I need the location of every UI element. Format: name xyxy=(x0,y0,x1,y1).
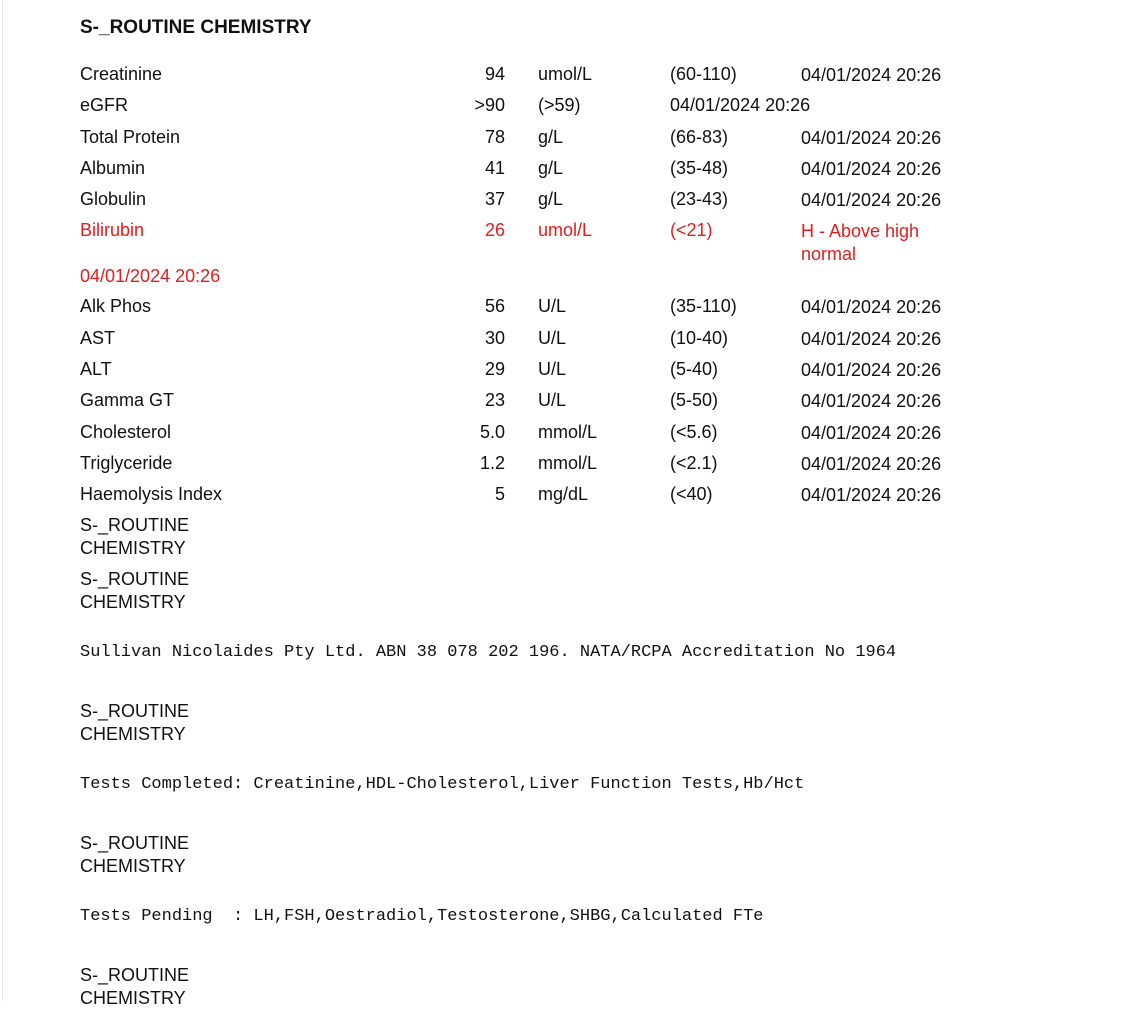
test-value: 37 xyxy=(484,189,505,210)
result-row-triglyceride xyxy=(80,449,1080,480)
test-value: 23 xyxy=(484,390,505,411)
test-unit: mmol/L xyxy=(538,421,598,442)
test-value: 29 xyxy=(484,359,505,380)
test-range: (<21) xyxy=(670,220,713,241)
results-table xyxy=(80,60,1080,512)
test-name: Triglyceride xyxy=(80,452,173,473)
section-label: S-_ROUTINE CHEMISTRY xyxy=(80,701,190,744)
result-row-egfr xyxy=(80,91,1080,122)
accreditation-line: Sullivan Nicolaides Pty Ltd. ABN 38 078 202 196. NATA/RCPA Accreditation No 1964 xyxy=(80,643,897,662)
test-range: (<5.6) xyxy=(670,421,718,442)
result-row-creatinine xyxy=(80,60,1080,91)
test-range: (35-110) xyxy=(670,296,737,317)
result-row-globulin xyxy=(80,185,1080,216)
test-value: 41 xyxy=(484,157,505,178)
flag-date: 04/01/2024 20:26 xyxy=(80,266,221,287)
result-row-cholesterol xyxy=(80,418,1080,449)
test-date: 04/01/2024 20:26 xyxy=(801,485,942,506)
test-range: (66-83) xyxy=(670,126,729,147)
result-row-total-protein xyxy=(80,123,1080,154)
test-date: 04/01/2024 20:26 xyxy=(801,158,942,179)
test-date: 04/01/2024 20:26 xyxy=(801,453,942,474)
section-label: S-_ROUTINE CHEMISTRY xyxy=(80,833,190,876)
test-range: (5-50) xyxy=(670,390,719,411)
test-range: (10-40) xyxy=(670,327,729,348)
test-unit: g/L xyxy=(538,126,564,147)
test-name: Creatinine xyxy=(80,64,163,84)
report-heading: S-_ROUTINE CHEMISTRY xyxy=(80,17,312,38)
result-row-haemolysis-index xyxy=(80,480,1080,511)
test-name: Bilirubin xyxy=(80,220,145,241)
test-date: 04/01/2024 20:26 xyxy=(801,360,942,381)
test-range: (5-40) xyxy=(670,359,719,380)
test-value: 78 xyxy=(484,126,505,147)
result-row-alk-phos xyxy=(80,292,1080,323)
high-flag-text: H - Above high normal xyxy=(801,221,920,265)
test-date: 04/01/2024 20:26 xyxy=(801,127,942,148)
test-unit: U/L xyxy=(538,327,567,348)
page-edge xyxy=(2,0,3,1001)
test-date: 04/01/2024 20:26 xyxy=(801,65,942,85)
test-value: 1.2 xyxy=(479,452,505,473)
test-unit: U/L xyxy=(538,359,567,380)
test-name: ALT xyxy=(80,359,112,380)
test-unit: U/L xyxy=(538,390,567,411)
test-unit: g/L xyxy=(538,157,564,178)
test-unit: U/L xyxy=(538,296,567,317)
test-name: AST xyxy=(80,327,116,348)
test-range: (23-43) xyxy=(670,189,729,210)
tests-pending: Tests Pending : LH,FSH,Oestradiol,Testosterone,SHBG,Calculated FTe xyxy=(80,907,764,926)
test-value: 94 xyxy=(484,64,505,84)
test-value: 30 xyxy=(484,327,505,348)
section-label: S-_ROUTINE CHEMISTRY xyxy=(80,515,190,558)
test-date: 04/01/2024 20:26 xyxy=(801,297,942,318)
result-row-gamma-gt xyxy=(80,386,1080,417)
flag-date-line xyxy=(80,261,1080,292)
test-name: eGFR xyxy=(80,95,129,116)
test-name: Cholesterol xyxy=(80,421,172,442)
test-range: (<40) xyxy=(670,484,713,505)
test-range: (35-48) xyxy=(670,157,729,178)
result-row-alt xyxy=(80,355,1080,386)
test-date: 04/01/2024 20:26 xyxy=(801,422,942,443)
tests-completed: Tests Completed: Creatinine,HDL-Cholesterol,Liver Function Tests,Hb/Hct xyxy=(80,775,805,794)
test-unit: g/L xyxy=(538,189,564,210)
test-name: Total Protein xyxy=(80,126,181,147)
test-range: (<2.1) xyxy=(670,452,718,473)
test-name: Albumin xyxy=(80,157,146,178)
result-row-albumin xyxy=(80,154,1080,185)
section-label: S-_ROUTINE CHEMISTRY xyxy=(80,965,190,1008)
test-name: Haemolysis Index xyxy=(80,484,223,505)
test-range: (>59) xyxy=(538,95,581,116)
test-date: 04/01/2024 20:26 xyxy=(801,328,942,349)
test-date: 04/01/2024 20:26 xyxy=(670,95,811,116)
test-range: (60-110) xyxy=(670,64,737,84)
test-unit: mmol/L xyxy=(538,452,598,473)
test-date: 04/01/2024 20:26 xyxy=(801,190,942,211)
test-unit: umol/L xyxy=(538,220,593,241)
section-label: S-_ROUTINE CHEMISTRY xyxy=(80,569,190,612)
result-row-bilirubin xyxy=(80,216,1080,265)
test-date: 04/01/2024 20:26 xyxy=(801,391,942,412)
test-unit: mg/dL xyxy=(538,484,589,505)
test-value: 56 xyxy=(484,296,505,317)
test-name: Globulin xyxy=(80,189,147,210)
test-value: 5.0 xyxy=(479,421,505,442)
result-row-ast xyxy=(80,324,1080,355)
test-unit: umol/L xyxy=(538,64,593,84)
test-name: Alk Phos xyxy=(80,296,152,317)
test-value: 5 xyxy=(494,484,505,505)
test-value: 26 xyxy=(484,220,505,241)
test-name: Gamma GT xyxy=(80,390,175,411)
test-value: >90 xyxy=(474,95,505,116)
